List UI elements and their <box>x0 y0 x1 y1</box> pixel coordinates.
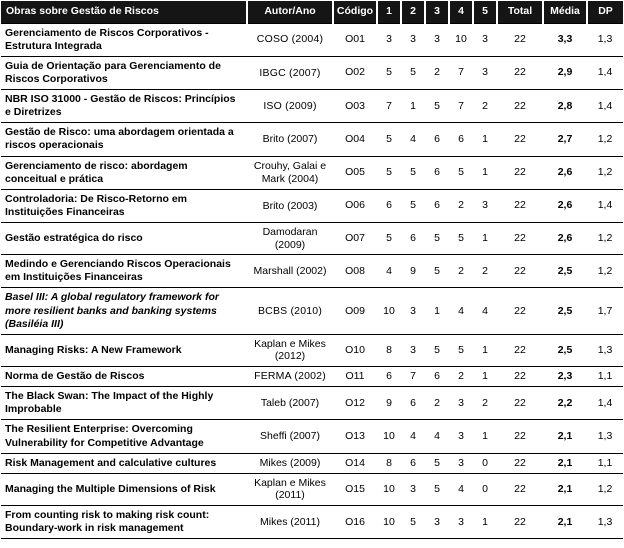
work-title-cell <box>1 473 247 505</box>
score-cell: 8 <box>377 453 401 473</box>
work-title-text: Basel III: A global regulatory framework for more resilient banks and banking systems (Basiléia III) <box>5 291 219 330</box>
dp-cell: 1,3 <box>587 23 623 56</box>
table-row <box>1 505 623 538</box>
code-cell: O08 <box>333 255 377 288</box>
score-cell: 3 <box>473 56 497 89</box>
author-year-cell <box>247 56 333 89</box>
score-cell: 5 <box>449 334 473 366</box>
media-cell: 2,6 <box>543 223 587 255</box>
dp-cell: 1,7 <box>587 288 623 334</box>
score-cell: 2 <box>449 367 473 387</box>
score-cell: 6 <box>425 189 449 222</box>
score-cell: 4 <box>425 420 449 453</box>
score-cell: 3 <box>473 23 497 56</box>
score-cell: 6 <box>401 223 425 255</box>
author-year-text: Damodaran (2009) <box>262 226 318 251</box>
work-title-cell <box>1 420 247 453</box>
media-cell: 2,2 <box>543 387 587 420</box>
score-cell: 5 <box>425 223 449 255</box>
code-cell: O06 <box>333 189 377 222</box>
author-year-cell <box>247 156 333 189</box>
media-cell: 2,1 <box>543 420 587 453</box>
score-cell: 5 <box>377 123 401 156</box>
work-title-cell <box>1 23 247 56</box>
table-row <box>1 334 623 366</box>
table-body <box>1 23 623 539</box>
score-cell: 1 <box>473 420 497 453</box>
work-title-text: The Resilient Enterprise: Overcoming Vulnerability for Competitive Advantage <box>5 423 204 449</box>
score-cell: 5 <box>449 223 473 255</box>
score-cell: 7 <box>449 56 473 89</box>
score-cell: 4 <box>449 288 473 334</box>
score-cell: 1 <box>401 90 425 123</box>
author-year-cell <box>247 387 333 420</box>
total-cell: 22 <box>497 255 543 288</box>
author-year-text: Kaplan e Mikes (2012) <box>254 337 326 363</box>
code-cell: O10 <box>333 334 377 366</box>
score-cell: 8 <box>377 334 401 366</box>
table-row <box>1 255 623 288</box>
work-title-cell <box>1 56 247 89</box>
dp-cell: 1,2 <box>587 156 623 189</box>
total-cell: 22 <box>497 420 543 453</box>
total-cell: 22 <box>497 334 543 366</box>
table-row <box>1 473 623 505</box>
score-cell: 2 <box>473 90 497 123</box>
score-cell: 10 <box>377 288 401 334</box>
media-cell: 2,5 <box>543 334 587 366</box>
score-cell: 2 <box>473 255 497 288</box>
author-year-cell <box>247 255 333 288</box>
score-cell: 9 <box>377 387 401 420</box>
code-cell: O02 <box>333 56 377 89</box>
score-cell: 3 <box>401 473 425 505</box>
score-cell: 10 <box>449 23 473 56</box>
author-year-text: IBGC (2007) <box>259 66 321 79</box>
author-year-text: Marshall (2002) <box>253 265 327 278</box>
score-cell: 5 <box>425 473 449 505</box>
work-title-text: The Black Swan: The Impact of the Highly Improbable <box>5 390 214 416</box>
score-cell: 1 <box>473 334 497 366</box>
code-cell: O13 <box>333 420 377 453</box>
column-header: 3 <box>425 1 449 23</box>
author-year-cell <box>247 367 333 387</box>
table-row <box>1 123 623 156</box>
dp-cell: 1,3 <box>587 420 623 453</box>
author-year-cell <box>247 420 333 453</box>
work-title-cell <box>1 156 247 189</box>
code-cell: O09 <box>333 288 377 334</box>
score-cell: 3 <box>401 334 425 366</box>
score-cell: 2 <box>425 56 449 89</box>
author-year-text: Mikes (2009) <box>259 456 321 469</box>
dp-cell: 1,2 <box>587 123 623 156</box>
work-title-text: Gestão estratégica do risco <box>5 232 143 245</box>
dp-cell: 1,4 <box>587 189 623 222</box>
media-cell: 2,9 <box>543 56 587 89</box>
column-header: 2 <box>401 1 425 23</box>
code-cell: O12 <box>333 387 377 420</box>
column-header: Média <box>543 1 587 23</box>
score-cell: 7 <box>377 90 401 123</box>
author-year-cell <box>247 90 333 123</box>
code-cell: O01 <box>333 23 377 56</box>
total-cell: 22 <box>497 473 543 505</box>
media-cell: 2,3 <box>543 367 587 387</box>
table-row <box>1 156 623 189</box>
column-header: 4 <box>449 1 473 23</box>
code-cell: O14 <box>333 453 377 473</box>
author-year-text: Kaplan e Mikes (2011) <box>254 476 326 502</box>
work-title-text: Medindo e Gerenciando Riscos Operacionais em Instituições Financeiras <box>5 258 231 284</box>
score-cell: 6 <box>425 367 449 387</box>
dp-cell: 1,4 <box>587 90 623 123</box>
work-title-text: NBR ISO 31000 - Gestão de Riscos: Princípios e Diretrizes <box>5 93 236 119</box>
score-cell: 1 <box>473 367 497 387</box>
score-cell: 3 <box>377 23 401 56</box>
work-title-cell <box>1 367 247 387</box>
score-cell: 5 <box>401 505 425 538</box>
score-cell: 6 <box>377 189 401 222</box>
column-header: 5 <box>473 1 497 23</box>
work-title-text: Norma de Gestão de Riscos <box>5 370 145 383</box>
score-cell: 6 <box>377 367 401 387</box>
score-cell: 2 <box>473 387 497 420</box>
work-title-cell <box>1 505 247 538</box>
total-cell: 22 <box>497 23 543 56</box>
score-cell: 4 <box>401 123 425 156</box>
media-cell: 2,1 <box>543 453 587 473</box>
code-cell: O07 <box>333 223 377 255</box>
total-cell: 22 <box>497 387 543 420</box>
total-cell: 22 <box>497 367 543 387</box>
table-row <box>1 189 623 222</box>
dp-cell: 1,2 <box>587 473 623 505</box>
dp-cell: 1,1 <box>587 453 623 473</box>
author-year-cell <box>247 334 333 366</box>
total-cell: 22 <box>497 90 543 123</box>
total-cell: 22 <box>497 56 543 89</box>
score-cell: 1 <box>473 123 497 156</box>
work-title-cell <box>1 90 247 123</box>
author-year-cell <box>247 473 333 505</box>
score-cell: 4 <box>473 288 497 334</box>
dp-cell: 1,2 <box>587 223 623 255</box>
work-title-text: Managing the Multiple Dimensions of Risk <box>5 482 216 495</box>
author-year-text: ISO (2009) <box>263 99 317 112</box>
code-cell: O04 <box>333 123 377 156</box>
work-title-text: Managing Risks: A New Framework <box>5 343 182 356</box>
author-year-cell <box>247 223 333 255</box>
column-header: Código <box>333 1 377 23</box>
code-cell: O11 <box>333 367 377 387</box>
score-cell: 7 <box>449 90 473 123</box>
score-cell: 5 <box>425 334 449 366</box>
work-title-text: Gestão de Risco: uma abordagem orientada a riscos operacionais <box>5 126 234 152</box>
dp-cell: 1,2 <box>587 255 623 288</box>
score-cell: 3 <box>401 23 425 56</box>
code-cell: O16 <box>333 505 377 538</box>
score-cell: 10 <box>377 473 401 505</box>
author-year-cell <box>247 189 333 222</box>
score-cell: 5 <box>425 453 449 473</box>
author-year-text: Sheffi (2007) <box>260 430 320 443</box>
author-year-text: Brito (2003) <box>262 199 318 212</box>
code-cell: O05 <box>333 156 377 189</box>
work-title-cell <box>1 334 247 366</box>
score-cell: 6 <box>425 156 449 189</box>
author-year-cell <box>247 23 333 56</box>
author-year-cell <box>247 123 333 156</box>
score-cell: 5 <box>377 156 401 189</box>
author-year-text: Brito (2007) <box>262 133 318 146</box>
score-cell: 7 <box>401 367 425 387</box>
dp-cell: 1,3 <box>587 334 623 366</box>
dp-cell: 1,4 <box>587 56 623 89</box>
risk-works-table <box>1 1 623 539</box>
score-cell: 5 <box>401 156 425 189</box>
author-year-text: Mikes (2011) <box>260 515 320 528</box>
work-title-text: Gerenciamento de Riscos Corporativos - Estrutura Integrada <box>5 26 209 52</box>
score-cell: 3 <box>425 23 449 56</box>
column-header: Autor/Ano <box>247 1 333 23</box>
total-cell: 22 <box>497 453 543 473</box>
media-cell: 2,5 <box>543 288 587 334</box>
author-year-text: Taleb (2007) <box>260 397 320 409</box>
work-title-text: Risk Management and calculative cultures <box>5 456 217 469</box>
total-cell: 22 <box>497 156 543 189</box>
media-cell: 2,1 <box>543 505 587 538</box>
media-cell: 3,3 <box>543 23 587 56</box>
score-cell: 3 <box>449 453 473 473</box>
score-cell: 4 <box>449 473 473 505</box>
score-cell: 3 <box>425 505 449 538</box>
media-cell: 2,8 <box>543 90 587 123</box>
score-cell: 5 <box>401 56 425 89</box>
table-row <box>1 223 623 255</box>
score-cell: 3 <box>473 189 497 222</box>
column-header: DP <box>587 1 623 23</box>
table-row <box>1 387 623 420</box>
work-title-text: Controladoria: De Risco-Retorno em Instituições Financeiras <box>5 192 188 218</box>
score-cell: 1 <box>425 288 449 334</box>
score-cell: 4 <box>401 420 425 453</box>
work-title-cell <box>1 189 247 222</box>
score-cell: 0 <box>473 453 497 473</box>
table-row <box>1 23 623 56</box>
work-title-cell <box>1 223 247 255</box>
author-year-cell <box>247 505 333 538</box>
score-cell: 1 <box>473 505 497 538</box>
work-title-cell <box>1 453 247 473</box>
table-row <box>1 56 623 89</box>
media-cell: 2,1 <box>543 473 587 505</box>
work-title-cell <box>1 387 247 420</box>
column-header: 1 <box>377 1 401 23</box>
media-cell: 2,7 <box>543 123 587 156</box>
total-cell: 22 <box>497 123 543 156</box>
score-cell: 5 <box>377 56 401 89</box>
work-title-cell <box>1 288 247 334</box>
media-cell: 2,6 <box>543 156 587 189</box>
score-cell: 3 <box>401 288 425 334</box>
work-title-text: Guia de Orientação para Gerenciamento de Riscos Corporativos <box>5 59 221 85</box>
score-cell: 0 <box>473 473 497 505</box>
score-cell: 3 <box>449 505 473 538</box>
score-cell: 5 <box>401 189 425 222</box>
work-title-cell <box>1 255 247 288</box>
dp-cell: 1,4 <box>587 387 623 420</box>
author-year-cell <box>247 453 333 473</box>
total-cell: 22 <box>497 505 543 538</box>
score-cell: 2 <box>425 387 449 420</box>
work-title-text: Gerenciamento de risco: abordagem conceitual e prática <box>5 159 188 185</box>
table-row <box>1 420 623 453</box>
code-cell: O03 <box>333 90 377 123</box>
table-row <box>1 367 623 387</box>
code-cell: O15 <box>333 473 377 505</box>
score-cell: 5 <box>425 255 449 288</box>
score-cell: 10 <box>377 420 401 453</box>
author-year-cell <box>247 288 333 334</box>
score-cell: 10 <box>377 505 401 538</box>
score-cell: 3 <box>449 387 473 420</box>
score-cell: 5 <box>377 223 401 255</box>
work-title-cell <box>1 123 247 156</box>
media-cell: 2,5 <box>543 255 587 288</box>
dp-cell: 1,1 <box>587 367 623 387</box>
author-year-text: FERMA (2002) <box>254 370 326 383</box>
total-cell: 22 <box>497 189 543 222</box>
total-cell: 22 <box>497 223 543 255</box>
score-cell: 6 <box>401 453 425 473</box>
score-cell: 1 <box>473 223 497 255</box>
author-year-text: COSO (2004) <box>256 33 324 46</box>
score-cell: 5 <box>425 90 449 123</box>
table-row <box>1 288 623 334</box>
score-cell: 3 <box>449 420 473 453</box>
score-cell: 2 <box>449 189 473 222</box>
column-header: Total <box>497 1 543 23</box>
media-cell: 2,6 <box>543 189 587 222</box>
score-cell: 4 <box>377 255 401 288</box>
table-row <box>1 453 623 473</box>
author-year-text: BCBS (2010) <box>257 304 323 317</box>
column-header: Obras sobre Gestão de Riscos <box>1 1 247 23</box>
score-cell: 9 <box>401 255 425 288</box>
work-title-text: From counting risk to making risk count: Boundary-work in risk management <box>5 508 210 535</box>
table-row <box>1 90 623 123</box>
author-year-text: Crouhy, Galai e Mark (2004) <box>253 160 327 185</box>
score-cell: 5 <box>449 156 473 189</box>
score-cell: 6 <box>449 123 473 156</box>
score-cell: 6 <box>425 123 449 156</box>
header-row <box>1 1 623 23</box>
score-cell: 1 <box>473 156 497 189</box>
total-cell: 22 <box>497 288 543 334</box>
score-cell: 2 <box>449 255 473 288</box>
dp-cell: 1,3 <box>587 505 623 538</box>
score-cell: 6 <box>401 387 425 420</box>
